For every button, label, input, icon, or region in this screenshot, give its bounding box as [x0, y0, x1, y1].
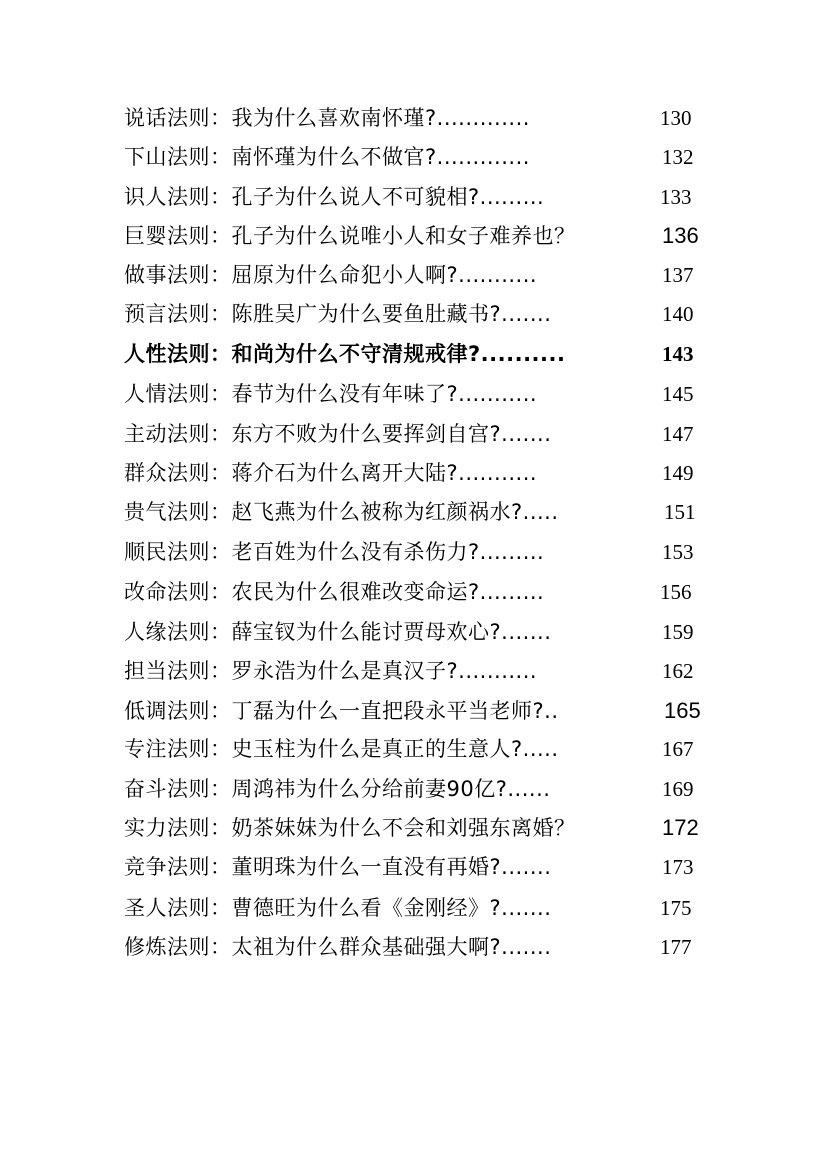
toc-entry-highlighted[interactable]	[0, 340, 827, 380]
toc-entry-page: 167	[662, 737, 694, 761]
toc-entry-title: 专注法则：史玉柱为什么是真正的生意人?.....	[124, 737, 559, 761]
toc-entry[interactable]	[0, 657, 827, 697]
toc-entry[interactable]	[0, 459, 827, 499]
toc-entry[interactable]	[0, 933, 827, 973]
toc-entry-title: 奋斗法则：周鸿祎为什么分给前妻90亿?......	[124, 777, 551, 801]
toc-entry[interactable]	[0, 775, 827, 815]
toc-entry-page: 156	[660, 580, 692, 604]
toc-entry[interactable]	[0, 618, 827, 658]
toc-entry-page: 172	[662, 815, 699, 840]
toc-entry-page: 169	[662, 777, 694, 801]
toc-entry-page: 133	[660, 185, 692, 209]
toc-entry[interactable]	[0, 300, 827, 340]
toc-entry-page: 137	[662, 263, 694, 287]
toc-entry-title: 做事法则：屈原为什么命犯小人啊?...........	[124, 263, 538, 287]
toc-entry-title: 巨婴法则：孔子为什么说唯小人和女子难养也？	[124, 224, 576, 248]
toc-entry[interactable]	[0, 104, 827, 144]
toc-entry[interactable]	[0, 538, 827, 578]
toc-entry-page: 175	[660, 896, 692, 920]
toc-entry[interactable]	[0, 183, 827, 223]
toc-entry-title: 下山法则：南怀瑾为什么不做官?.............	[124, 145, 530, 169]
toc-entry-title: 担当法则：罗永浩为什么是真汉子?...........	[124, 659, 538, 683]
toc-entry-title: 低调法则：丁磊为什么一直把段永平当老师?..	[124, 699, 559, 723]
toc-entry-title: 实力法则：奶茶妹妹为什么不会和刘强东离婚？	[124, 816, 576, 840]
toc-entry[interactable]	[0, 222, 827, 262]
toc-entry-title: 群众法则：蒋介石为什么离开大陆?...........	[124, 461, 538, 485]
toc-entry-page: 136	[662, 223, 699, 248]
toc-entry[interactable]	[0, 814, 827, 854]
toc-entry-title: 改命法则：农民为什么很难改变命运?.........	[124, 580, 545, 604]
toc-entry[interactable]	[0, 578, 827, 618]
toc-entry-page: 143	[662, 342, 694, 366]
toc-entry-title: 说话法则：我为什么喜欢南怀瑾?.............	[124, 106, 530, 130]
toc-entry-page: 177	[660, 935, 692, 959]
toc-entry-page: 151	[664, 500, 696, 524]
toc-entry[interactable]	[0, 853, 827, 893]
toc-entry[interactable]	[0, 697, 827, 737]
toc-entry-page: 149	[662, 461, 694, 485]
toc-entry-title: 人情法则：春节为什么没有年味了?...........	[124, 382, 538, 406]
toc-entry-title: 主动法则：东方不败为什么要挥剑自宫?.......	[124, 422, 552, 446]
toc-entry-page: 165	[664, 698, 701, 723]
toc-entry-page: 173	[662, 855, 694, 879]
toc-entry-title: 顺民法则：老百姓为什么没有杀伤力?.........	[124, 540, 545, 564]
toc-entry-title: 预言法则：陈胜吴广为什么要鱼肚藏书?.......	[124, 302, 552, 326]
toc-entry-page: 132	[662, 145, 694, 169]
toc-entry[interactable]	[0, 380, 827, 420]
toc-entry-title: 人性法则：和尚为什么不守清规戒律?..........	[124, 342, 566, 366]
toc-entry-page: 140	[662, 302, 694, 326]
toc-entry[interactable]	[0, 894, 827, 934]
toc-entry-title: 圣人法则：曹德旺为什么看《金刚经》?.......	[124, 896, 552, 920]
toc-entry[interactable]	[0, 420, 827, 460]
toc-entry[interactable]	[0, 261, 827, 301]
toc-entry-page: 159	[662, 620, 694, 644]
toc-entry-title: 修炼法则：太祖为什么群众基础强大啊?.......	[124, 935, 552, 959]
toc-entry[interactable]	[0, 498, 827, 538]
toc-entry-page: 162	[662, 659, 694, 683]
toc-entry[interactable]	[0, 735, 827, 775]
toc-entry-page: 130	[660, 106, 692, 130]
toc-entry-page: 145	[662, 382, 694, 406]
toc-entry-page: 147	[662, 422, 694, 446]
toc-entry-page: 153	[662, 540, 694, 564]
toc-entry-title: 识人法则：孔子为什么说人不可貌相?.........	[124, 185, 545, 209]
toc-entry-title: 贵气法则：赵飞燕为什么被称为红颜祸水?.....	[124, 500, 559, 524]
toc-entry-title: 人缘法则：薛宝钗为什么能讨贾母欢心?.......	[124, 620, 552, 644]
toc-entry[interactable]	[0, 143, 827, 183]
toc-entry-title: 竞争法则：董明珠为什么一直没有再婚?.......	[124, 855, 552, 879]
